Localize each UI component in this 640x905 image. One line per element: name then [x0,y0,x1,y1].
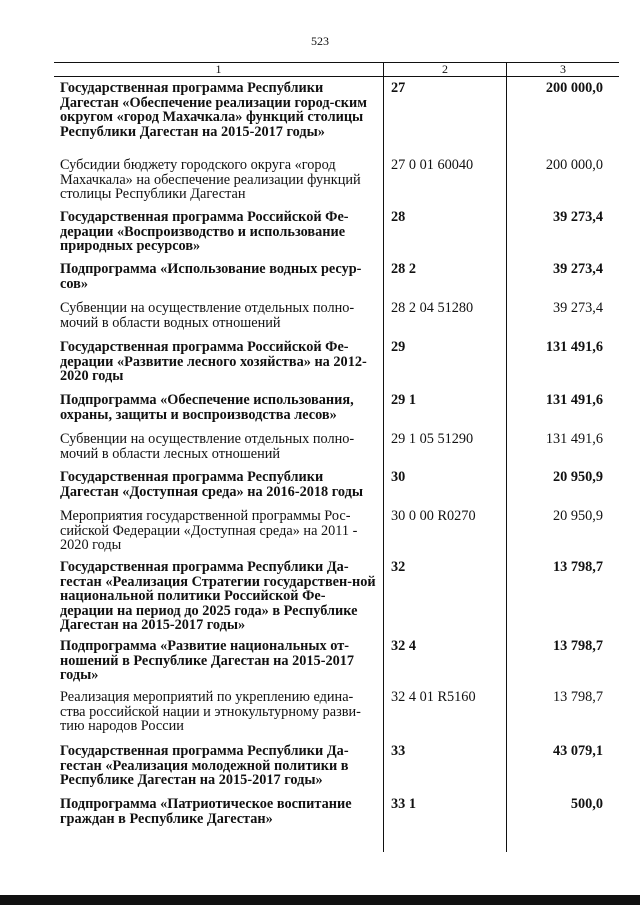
row-code: 33 [391,743,406,759]
row-name: Мероприятия государственной программы Рос-сийской Федерации «Доступная среда» на 2011 - 2020 годы [60,508,358,553]
row-amount: 200 000,0 [545,157,603,173]
row-name: Подпрограмма «Использование водных ресур-сов» [60,261,362,292]
row-name: Субвенции на осуществление отдельных полно-мочий в области лесных отношений [60,431,355,462]
row-name: Государственная программа Республики Дагестан «Доступная среда» на 2016-2018 годы [60,469,364,500]
row-amount: 43 079,1 [552,743,603,759]
row-code: 28 2 04 51280 [391,300,474,316]
column-header-1: 1 [215,62,222,76]
column-header-3: 3 [560,62,566,76]
column-header-2: 2 [442,62,448,76]
header-bottom-border [54,76,619,77]
row-code: 28 2 [391,261,417,277]
row-name: Государственная программа Российской Фе-дерации «Развитие лесного хозяйства» на 2012-2020 годы [60,339,367,384]
row-amount: 131 491,6 [545,431,603,447]
row-name: Субвенции на осуществление отдельных полно-мочий в области водных отношений [60,300,355,331]
row-code: 32 [391,559,406,575]
row-code: 30 [391,469,406,485]
row-amount: 20 950,9 [552,469,603,485]
row-amount: 131 491,6 [545,339,603,355]
row-amount: 13 798,7 [552,559,603,575]
row-amount: 200 000,0 [545,80,603,96]
row-amount: 500,0 [570,796,603,812]
row-code: 27 0 01 60040 [391,157,474,173]
row-amount: 20 950,9 [552,508,603,524]
page-number: 523 [311,34,329,48]
row-code: 27 [391,80,406,96]
row-name: Государственная программа Республики Да-гестан «Реализация Стратегии государствен-ной национальной политики Российской Фе-дерации на период до 2025 года» в Республике Дагестан на 2015-2017 годы» [60,559,376,633]
row-name: Подпрограмма «Обеспечение использования, охраны, защиты и воспроизводства лесов» [60,392,354,423]
row-code: 29 [391,339,406,355]
scan-edge-bar [0,895,640,905]
row-amount: 13 798,7 [552,689,603,705]
row-name: Реализация мероприятий по укреплению едина-ства российской нации и этнокультурному разви-тию народов России [60,689,361,734]
row-name: Государственная программа Российской Фе-дерации «Воспроизводство и использование природных ресурсов» [60,209,349,254]
row-amount: 13 798,7 [552,638,603,654]
row-amount: 39 273,4 [552,261,603,277]
row-name: Подпрограмма «Патриотическое воспитание граждан в Республике Дагестан» [60,796,352,827]
row-code: 29 1 05 51290 [391,431,474,447]
row-code: 29 1 [391,392,417,408]
row-name: Субсидии бюджету городского округа «город Махачкала» на обеспечение реализации функций столицы Республики Дагестан [60,157,361,202]
row-code: 32 4 01 R5160 [391,689,476,705]
row-amount: 39 273,4 [552,300,603,316]
row-name: Подпрограмма «Развитие национальных от-ношений в Республике Дагестан на 2015-2017 годы» [60,638,355,683]
row-code: 33 1 [391,796,417,812]
row-code: 30 0 00 R0270 [391,508,476,524]
row-name: Государственная программа Республики Дагестан «Обеспечение реализации город-ским округом «город Махачкала» функций столицы Республики Дагестан на 2015-2017 годы» [60,80,367,140]
row-amount: 39 273,4 [552,209,603,225]
row-name: Государственная программа Республики Да-гестан «Реализация молодежной политики в Республике Дагестан на 2015-2017 годы» [60,743,349,788]
row-code: 28 [391,209,406,225]
budget-table [54,62,619,852]
row-code: 32 4 [391,638,417,654]
column-divider-1 [383,62,384,852]
row-amount: 131 491,6 [545,392,603,408]
column-divider-2 [506,62,507,852]
